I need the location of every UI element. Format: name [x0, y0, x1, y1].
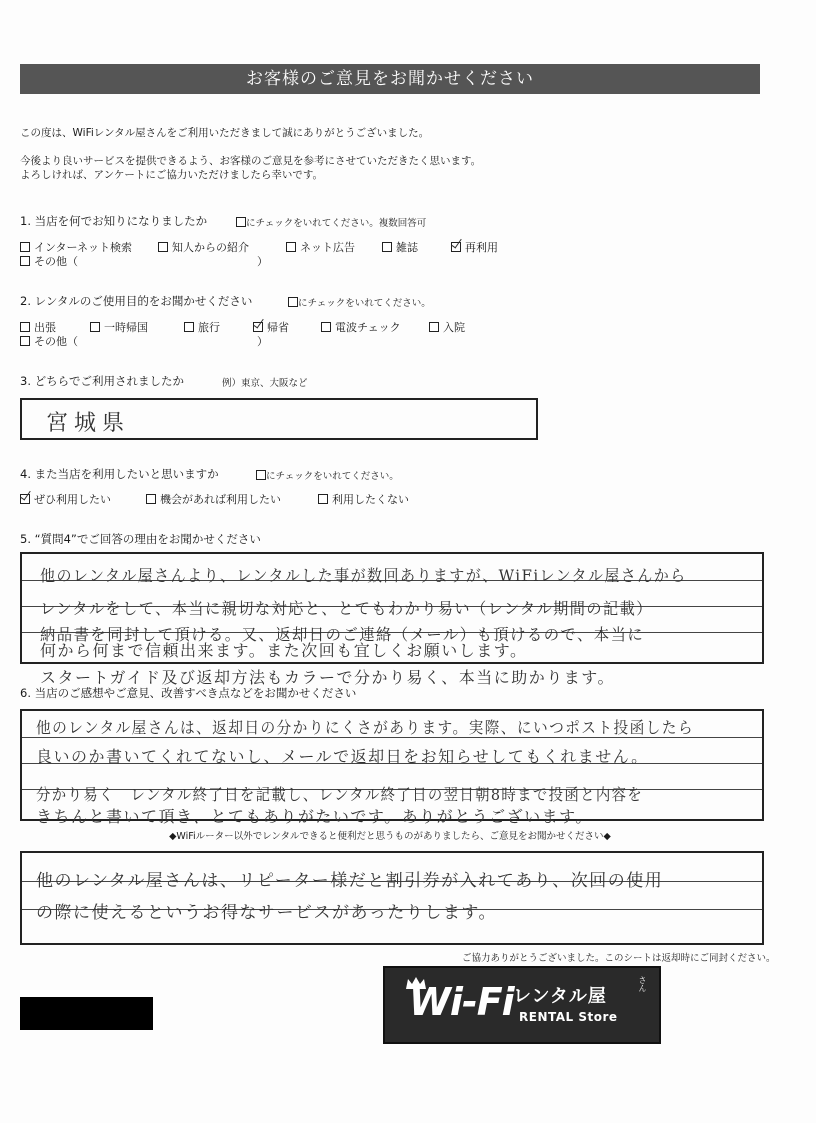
q4-option-definitely[interactable]: ぜひ利用したい [20, 491, 111, 507]
question-7-label: ◆WiFiルーター以外でレンタルできると便利だと思うものがありましたら、ご意見をお聞かせください◆ [169, 831, 611, 842]
checkbox[interactable] [429, 322, 439, 332]
q2-option-signal-check[interactable]: 電波チェック [321, 319, 401, 335]
q5-answer-line-3: 納品書を同封して頂ける。又、返却日のご連絡（メール）も頂けるので、本当に [40, 625, 645, 644]
question-5-label: 5. “質問4”でご回答の理由をお聞かせください [20, 532, 261, 546]
checkbox-checked[interactable] [451, 242, 461, 252]
checkbox[interactable] [286, 242, 296, 252]
footer-thanks: ご協力ありがとうございました。このシートは返却時にご同封ください。 [462, 953, 776, 964]
checkbox-checked[interactable] [253, 322, 263, 332]
checkbox-icon [256, 470, 266, 480]
q5-answer-line-4: 何から何まで信頼出来ます。また次回も宜しくお願いします。 [40, 641, 528, 660]
q6-answer-line-1: 他のレンタル屋さんは、返却日の分かりにくさがあります。実際、にいつポスト投函したら [36, 718, 694, 737]
q7-answer-line-1: 他のレンタル屋さんは、リピーター様だと割引券が入れてあり、次回の使用 [36, 871, 664, 891]
q2-option-business[interactable]: 出張 [20, 319, 56, 335]
q1-option-reuse[interactable]: 再利用 [451, 239, 498, 255]
q2-option-temporary-return[interactable]: 一時帰国 [90, 319, 148, 335]
q2-option-homecoming[interactable]: 帰省 [253, 319, 289, 335]
redacted-block [20, 997, 153, 1030]
logo-wifi-text: Wi-Fi [409, 980, 514, 1024]
question-3-example: 例）東京、大阪など [222, 378, 308, 389]
q4-option-no[interactable]: 利用したくない [318, 491, 409, 507]
q7-answer-line-2: の際に使えるというお得なサービスがあったりします。 [36, 903, 497, 923]
q6-answer-line-2: 良いのか書いてくれてないし、メールで返却日をお知らせしてもくれません。 [36, 747, 649, 766]
logo-japanese-text: レンタル屋 [513, 986, 607, 1007]
checkbox-icon [288, 297, 298, 307]
checkbox[interactable] [20, 322, 30, 332]
q1-option-magazine[interactable]: 雑誌 [382, 239, 418, 255]
checkbox[interactable] [382, 242, 392, 252]
q2-option-hospital[interactable]: 入院 [429, 319, 465, 335]
logo-english-text: RENTAL Store [519, 1010, 618, 1024]
question-4-note: にチェックをいれてください。 [256, 468, 399, 482]
q6-answer-line-4: きちんと書いて頂き、とてもありがたいです。ありがとうございます。 [36, 807, 593, 826]
q1-other-close: ） [257, 255, 268, 268]
intro-text-3: よろしければ、アンケートにご協力いただけましたら幸いです。 [20, 169, 324, 181]
question-1-label: 1. 当店を何でお知りになりましたか [20, 214, 208, 228]
q3-answer-box[interactable] [20, 398, 538, 440]
q3-answer-text: 宮城県 [46, 411, 131, 436]
checkbox[interactable] [20, 336, 30, 346]
q1-option-net-ad[interactable]: ネット広告 [286, 239, 355, 255]
q2-other-close: ） [257, 335, 268, 348]
q5-answer-line-1: 他のレンタル屋さんより、レンタルした事が数回ありますが、WiFiレンタル屋さんから [40, 566, 687, 585]
question-1-note: にチェックをいれてください。複数回答可 [236, 215, 426, 229]
question-3-label: 3. どちらでご利用されましたか [20, 374, 185, 388]
logo-san-text: さん [638, 976, 647, 992]
checkbox[interactable] [146, 494, 156, 504]
question-2-label: 2. レンタルのご使用目的をお聞かせください [20, 294, 253, 308]
survey-header: お客様のご意見をお聞かせください [20, 64, 760, 94]
checkbox-checked[interactable] [20, 494, 30, 504]
question-2-note: にチェックをいれてください。 [288, 295, 431, 309]
checkbox[interactable] [20, 256, 30, 266]
checkbox[interactable] [318, 494, 328, 504]
q1-option-other[interactable]: その他（ [20, 253, 78, 269]
q5-answer-line-5: スタートガイド及び返却方法もカラーで分かり易く、本当に助かります。 [40, 668, 615, 687]
q2-option-travel[interactable]: 旅行 [184, 319, 220, 335]
q4-option-if-opportunity[interactable]: 機会があれば利用したい [146, 491, 281, 507]
question-4-label: 4. また当店を利用したいと思いますか [20, 467, 219, 481]
checkbox[interactable] [20, 242, 30, 252]
q1-option-internet[interactable]: インターネット検索 [20, 239, 132, 255]
checkbox[interactable] [158, 242, 168, 252]
intro-text-2: 今後より良いサービスを提供できるよう、お客様のご意見を参考にさせていただきたく思います。 [20, 155, 482, 167]
wifi-rental-logo [383, 966, 661, 1044]
checkbox[interactable] [321, 322, 331, 332]
checkbox-icon [236, 217, 246, 227]
q6-answer-line-3: 分かり易く レンタル終了日を記載し、レンタル終了日の翌日朝8時まで投函と内容を [36, 785, 644, 804]
checkbox[interactable] [90, 322, 100, 332]
checkbox[interactable] [184, 322, 194, 332]
question-6-label: 6. 当店のご感想やご意見、改善すべき点などをお聞かせください [20, 686, 357, 700]
q1-option-referral[interactable]: 知人からの紹介 [158, 239, 249, 255]
q2-option-other[interactable]: その他（ [20, 333, 78, 349]
q5-answer-line-2: レンタルをして、本当に親切な対応と、とてもわかり易い（レンタル期間の記載） [40, 599, 653, 618]
intro-text-1: この度は、WiFiレンタル屋さんをご利用いただきまして誠にありがとうございました。 [20, 127, 430, 139]
